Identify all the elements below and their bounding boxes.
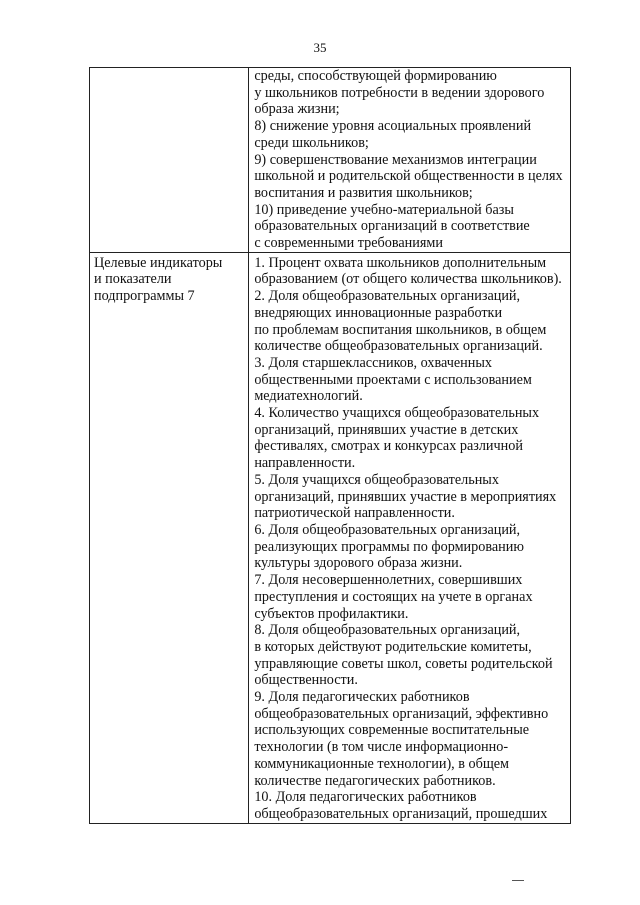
text-line: количестве педагогических работников. <box>254 772 496 789</box>
text-line: 2. Доля общеобразовательных организаций, <box>254 288 521 305</box>
page-number: 35 <box>313 40 327 55</box>
text-line: 9. Доля педагогических работников <box>254 689 470 706</box>
text-line: общественности. <box>254 672 358 689</box>
text-line: 5. Доля учащихся общеобразовательных <box>254 471 499 488</box>
row-label-cell <box>90 252 249 823</box>
text-line: 3. Доля старшеклассников, охваченных <box>254 354 492 371</box>
program-table <box>89 67 571 824</box>
table-row-target-indicators <box>90 252 571 823</box>
text-line: направленности. <box>254 455 356 472</box>
row-content-lines <box>254 255 570 823</box>
text-line: 8. Доля общеобразовательных организаций, <box>254 622 521 639</box>
text-line: среди школьников; <box>254 134 369 151</box>
text-line: организаций, принявших участие в мероприятиях <box>254 488 557 505</box>
text-line: управляющие советы школ, советы родительской <box>254 655 553 672</box>
text-line: 10. Доля педагогических работников <box>254 789 477 806</box>
text-line: в которых действуют родительские комитеты, <box>254 638 532 655</box>
text-line: использующих современные воспитательные <box>254 722 530 739</box>
text-line: 10) приведение учебно-материальной базы <box>254 201 514 218</box>
text-line: культуры здорового образа жизни. <box>254 555 463 572</box>
text-line: технологии (в том числе информационно- <box>254 739 509 756</box>
row-label-cell <box>90 68 249 253</box>
text-line: субъектов профилактики. <box>254 605 409 622</box>
table-row-tasks-continued <box>90 68 571 253</box>
text-line: образовательных организаций в соответствие <box>254 218 530 235</box>
text-line: и показатели <box>94 271 172 288</box>
text-line: коммуникационные технологии), в общем <box>254 755 510 772</box>
text-line: подпрограммы 7 <box>94 288 195 305</box>
text-line: образованием (от общего количества школьников). <box>254 271 562 288</box>
text-line: 9) совершенствование механизмов интеграции <box>254 151 537 168</box>
row-label-lines <box>94 255 248 305</box>
text-line: 4. Количество учащихся общеобразовательных <box>254 405 540 422</box>
text-line: реализующих программы по формированию <box>254 538 524 555</box>
text-line: общеобразовательных организаций, эффективно <box>254 705 549 722</box>
text-line: организаций, принявших участие в детских <box>254 421 519 438</box>
text-line: преступления и состоящих на учете в органах <box>254 588 533 605</box>
text-line: Целевые индикаторы <box>94 254 223 271</box>
text-line: образа жизни; <box>254 101 340 118</box>
scan-mark <box>512 880 524 881</box>
text-line: количестве общеобразовательных организаций. <box>254 338 543 355</box>
text-line: внедряющих инновационные разработки <box>254 304 503 321</box>
text-line: 8) снижение уровня асоциальных проявлений <box>254 118 532 135</box>
text-line: по проблемам воспитания школьников, в общем <box>254 321 547 338</box>
row-content-lines <box>254 68 570 252</box>
text-line: 1. Процент охвата школьников дополнительным <box>254 254 547 271</box>
text-line: воспитания и развития школьников; <box>254 184 473 201</box>
text-line: школьной и родительской общественности в целях <box>254 168 563 185</box>
text-line: фестивалях, смотрах и конкурсах различной <box>254 438 523 455</box>
text-line: среды, способствующей формированию <box>254 68 497 84</box>
text-line: 6. Доля общеобразовательных организаций, <box>254 521 521 538</box>
text-line: медиатехнологий. <box>254 388 363 405</box>
row-content-cell <box>249 68 571 253</box>
text-line: общеобразовательных организаций, прошедших <box>254 805 548 822</box>
text-line: с современными требованиями <box>254 235 443 252</box>
text-line: у школьников потребности в ведении здорового <box>254 84 545 101</box>
text-line: патриотической направленности. <box>254 505 455 522</box>
text-line: общественными проектами с использованием <box>254 371 532 388</box>
row-content-cell <box>249 252 571 823</box>
text-line: 7. Доля несовершеннолетних, совершивших <box>254 572 523 589</box>
